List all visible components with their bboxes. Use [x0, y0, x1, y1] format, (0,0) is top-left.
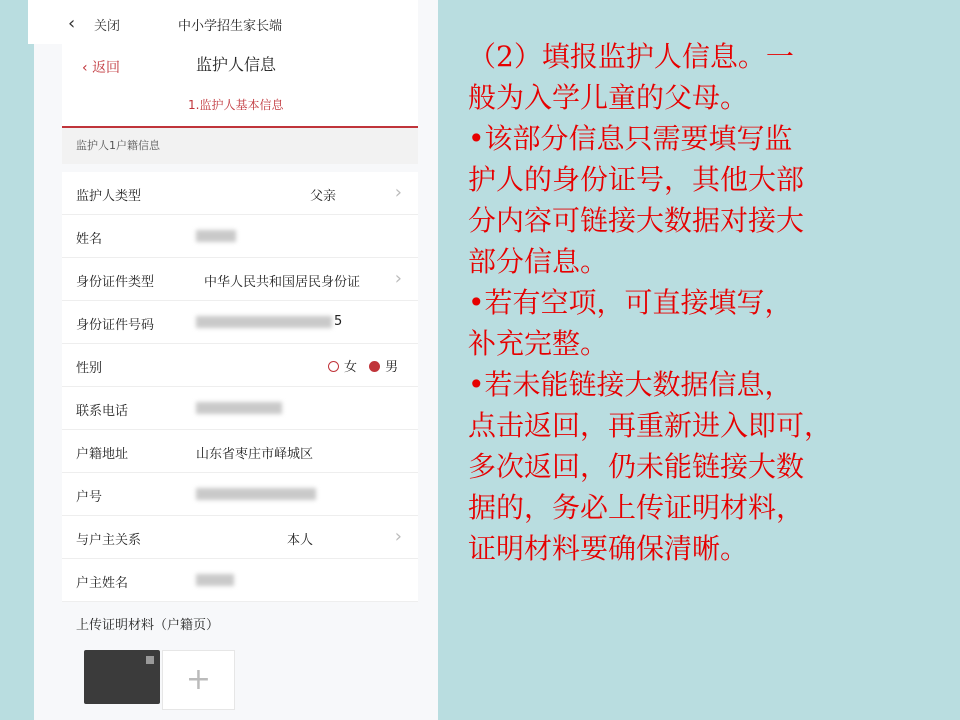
note-line: •该部分信息只需要填写监: [468, 122, 793, 155]
field-guardian-type[interactable]: [62, 172, 418, 215]
back-button[interactable]: ‹ 返回: [82, 60, 121, 76]
blurred-value: [196, 574, 234, 586]
app-title: 中小学招生家长端: [178, 19, 283, 34]
page-title: 监护人信息: [196, 55, 277, 74]
field-label: 户籍地址: [76, 447, 129, 462]
page-header: [62, 44, 418, 128]
section-header: 监护人1户籍信息: [62, 128, 418, 164]
field-label: 身份证件类型: [76, 275, 155, 290]
chevron-right-icon: ›: [394, 182, 402, 203]
field-label: 联系电话: [76, 404, 129, 419]
note-line: 分内容可链接大数据对接大: [468, 204, 805, 237]
field-value: 中华人民共和国居民身份证: [204, 275, 361, 290]
field-label: 户主姓名: [76, 576, 129, 591]
radio-checked-icon: [369, 361, 380, 372]
field-household-number[interactable]: [62, 473, 418, 516]
add-photo-button[interactable]: [162, 650, 235, 710]
field-value: 5: [334, 314, 343, 329]
instruction-notes: [468, 36, 938, 569]
guardian-form: [62, 172, 418, 602]
field-id-number[interactable]: [62, 301, 418, 344]
blurred-value: [196, 230, 236, 242]
chevron-right-icon: ›: [394, 268, 402, 289]
field-value: 山东省枣庄市峄城区: [196, 447, 314, 462]
field-value: 本人: [287, 533, 314, 548]
field-relationship[interactable]: [62, 516, 418, 559]
note-line: 般为入学儿童的父母。: [468, 81, 749, 114]
note-line: •若有空项，可直接填写，: [468, 286, 793, 319]
app-top-bar: [28, 0, 418, 44]
field-label: 监护人类型: [76, 189, 142, 204]
blurred-value: [196, 488, 316, 500]
blurred-value: [196, 402, 282, 414]
radio-circle-icon: [328, 361, 339, 372]
field-label: 性别: [76, 361, 103, 376]
chevron-right-icon: ›: [394, 526, 402, 547]
note-line: 部分信息。: [468, 245, 609, 278]
field-householder-name[interactable]: [62, 559, 418, 602]
blurred-value: [196, 316, 332, 328]
chevron-left-icon[interactable]: ‹: [68, 13, 76, 34]
radio-label: 男: [385, 360, 399, 375]
field-gender: [62, 344, 418, 387]
field-label: 户号: [76, 490, 103, 505]
uploaded-photo-thumbnail[interactable]: [84, 650, 160, 704]
field-phone[interactable]: [62, 387, 418, 430]
radio-male[interactable]: [369, 356, 398, 375]
field-id-type[interactable]: [62, 258, 418, 301]
field-value: 父亲: [310, 189, 337, 204]
note-line: 证明材料要确保清晰。: [468, 532, 749, 565]
gender-radio-group: [320, 356, 398, 375]
close-button[interactable]: 关闭: [94, 19, 121, 34]
plus-icon: +: [185, 662, 212, 697]
note-line: 补充完整。: [468, 327, 609, 360]
field-label: 身份证件号码: [76, 318, 155, 333]
field-name[interactable]: [62, 215, 418, 258]
note-line: 据的，务必上传证明材料，: [468, 491, 805, 524]
photo-detail: [146, 656, 154, 664]
field-address[interactable]: [62, 430, 418, 473]
radio-label: 女: [344, 360, 358, 375]
note-line: •若未能链接大数据信息，: [468, 368, 793, 401]
note-line: 护人的身份证号，其他大部: [468, 163, 805, 196]
step-tab[interactable]: 1.监护人基本信息: [188, 98, 284, 112]
note-line: （2）填报监护人信息。一: [468, 40, 794, 73]
upload-label: 上传证明材料（户籍页）: [76, 618, 220, 633]
note-line: 多次返回，仍未能链接大数: [468, 450, 805, 483]
radio-female[interactable]: [328, 356, 357, 375]
note-line: 点击返回，再重新进入即可，: [468, 409, 833, 442]
field-label: 姓名: [76, 232, 103, 247]
back-label: 返回: [92, 60, 121, 76]
field-label: 与户主关系: [76, 533, 142, 548]
